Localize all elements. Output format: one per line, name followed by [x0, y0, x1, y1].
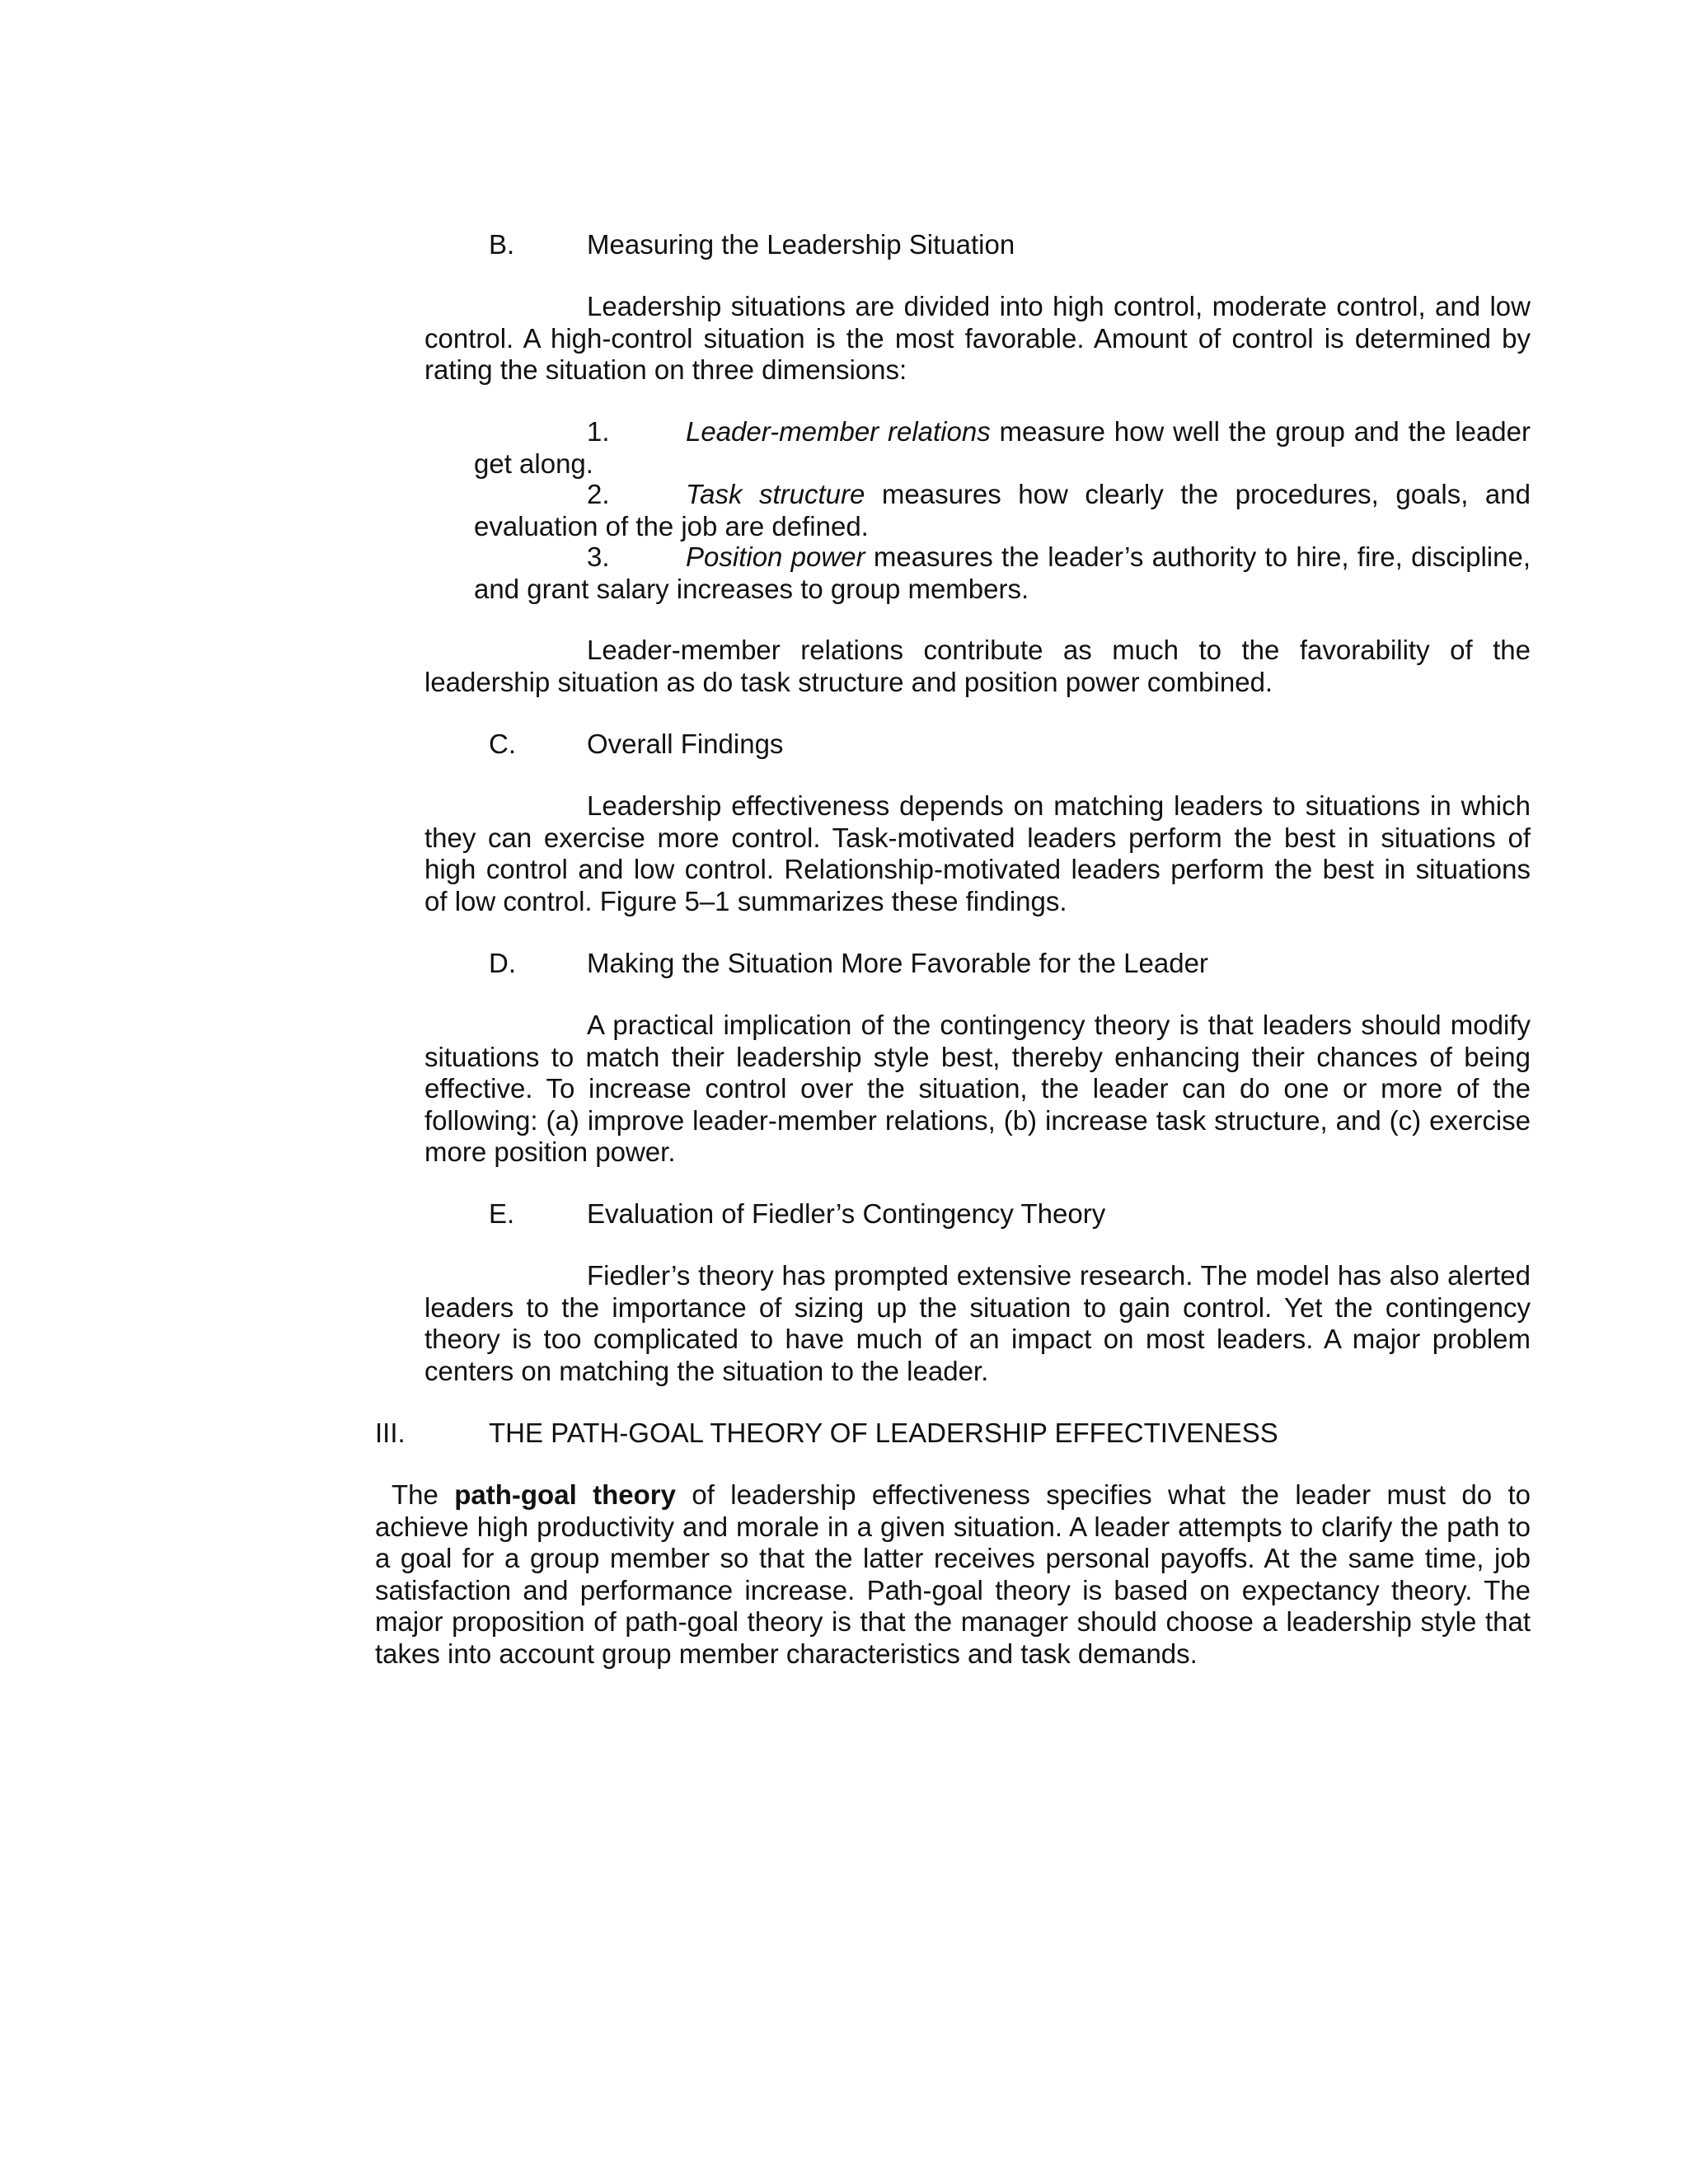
dimension-description: measure how well the group and the leader get along.	[474, 416, 1531, 479]
section-e-title: Evaluation of Fiedler’s Contingency Theory	[587, 1198, 1106, 1229]
dimension-term: Leader-member relations	[686, 416, 991, 447]
section-c-title: Overall Findings	[587, 729, 784, 759]
section-iii-lead: The	[392, 1479, 455, 1510]
section-e-body	[424, 1260, 1531, 1387]
dimension-term: Position power	[686, 541, 865, 572]
dimension-description: measures how clearly the procedures, goals, and evaluation of the job are defined.	[474, 479, 1531, 541]
section-b-intro	[424, 291, 1531, 387]
section-iii-body-text: of leadership effectiveness specifies what the leader must do to achieve high productivity and morale in a given situation. A leader attempts to clarify the path to a goal for a group member so that the latter receives personal payoffs. At the same time, job satisfaction and performance increase. Path-goal theory is based on expectancy theory. The major proposition of path-goal theory is that the manager should choose a leadership style that takes into account group member characteristics and task demands.	[375, 1479, 1531, 1669]
dimension-number: 3.	[587, 541, 610, 572]
section-d-body	[424, 1010, 1531, 1169]
section-iii-title: THE PATH-GOAL THEORY OF LEADERSHIP EFFECTIVENESS	[489, 1418, 1278, 1448]
section-iii-body	[375, 1479, 1531, 1670]
section-c-body-text: Leadership effectiveness depends on matching leaders to situations in which they can exercise more control. Task-motivated leaders perform the best in situations of high control and low control. Relationship-motivated leaders perform the best in situations of low control. Figure 5–1 summarizes these findings.	[424, 790, 1531, 916]
section-d-body-text: A practical implication of the contingency theory is that leaders should modify situations to match their leadership style best, thereby enhancing their chances of being effective. To increase control over the situation, the leader can do one or more of the following: (a) improve leader-member relations, (b) increase task structure, and (c) exercise more position power.	[424, 1010, 1531, 1167]
section-c-body	[424, 790, 1531, 917]
path-goal-term: path-goal theory	[454, 1479, 676, 1510]
dimension-description: measures the leader’s authority to hire, fire, discipline, and grant salary increases to group members.	[474, 541, 1531, 604]
dimension-number: 1.	[587, 416, 610, 447]
section-b-title: Measuring the Leadership Situation	[587, 229, 1015, 260]
section-b-marker: B.	[489, 229, 515, 260]
section-d-title: Making the Situation More Favorable for the Leader	[587, 948, 1208, 978]
dimension-item	[474, 416, 1531, 480]
section-c-marker: C.	[489, 729, 516, 759]
section-d-marker: D.	[489, 948, 516, 978]
dimension-item	[474, 541, 1531, 605]
section-b-intro-text: Leadership situations are divided into high control, moderate control, and low control. A high-control situation is the most favorable. Amount of control is determined by rating the situation on three dimensions:	[424, 291, 1531, 385]
section-b-closing	[424, 635, 1531, 698]
section-iii-marker: III.	[375, 1418, 406, 1448]
dimension-item	[474, 479, 1531, 542]
section-e-body-text: Fiedler’s theory has prompted extensive research. The model has also alerted leaders to the importance of sizing up the situation to gain control. Yet the contingency theory is too complicated to have much of an impact on most leaders. A major problem centers on matching the situation to the leader.	[424, 1260, 1531, 1386]
section-b-closing-text: Leader-member relations contribute as much to the favorability of the leadership situation as do task structure and position power combined.	[424, 635, 1531, 697]
dimension-term: Task structure	[686, 479, 865, 509]
section-e-marker: E.	[489, 1198, 515, 1229]
dimension-number: 2.	[587, 479, 610, 509]
